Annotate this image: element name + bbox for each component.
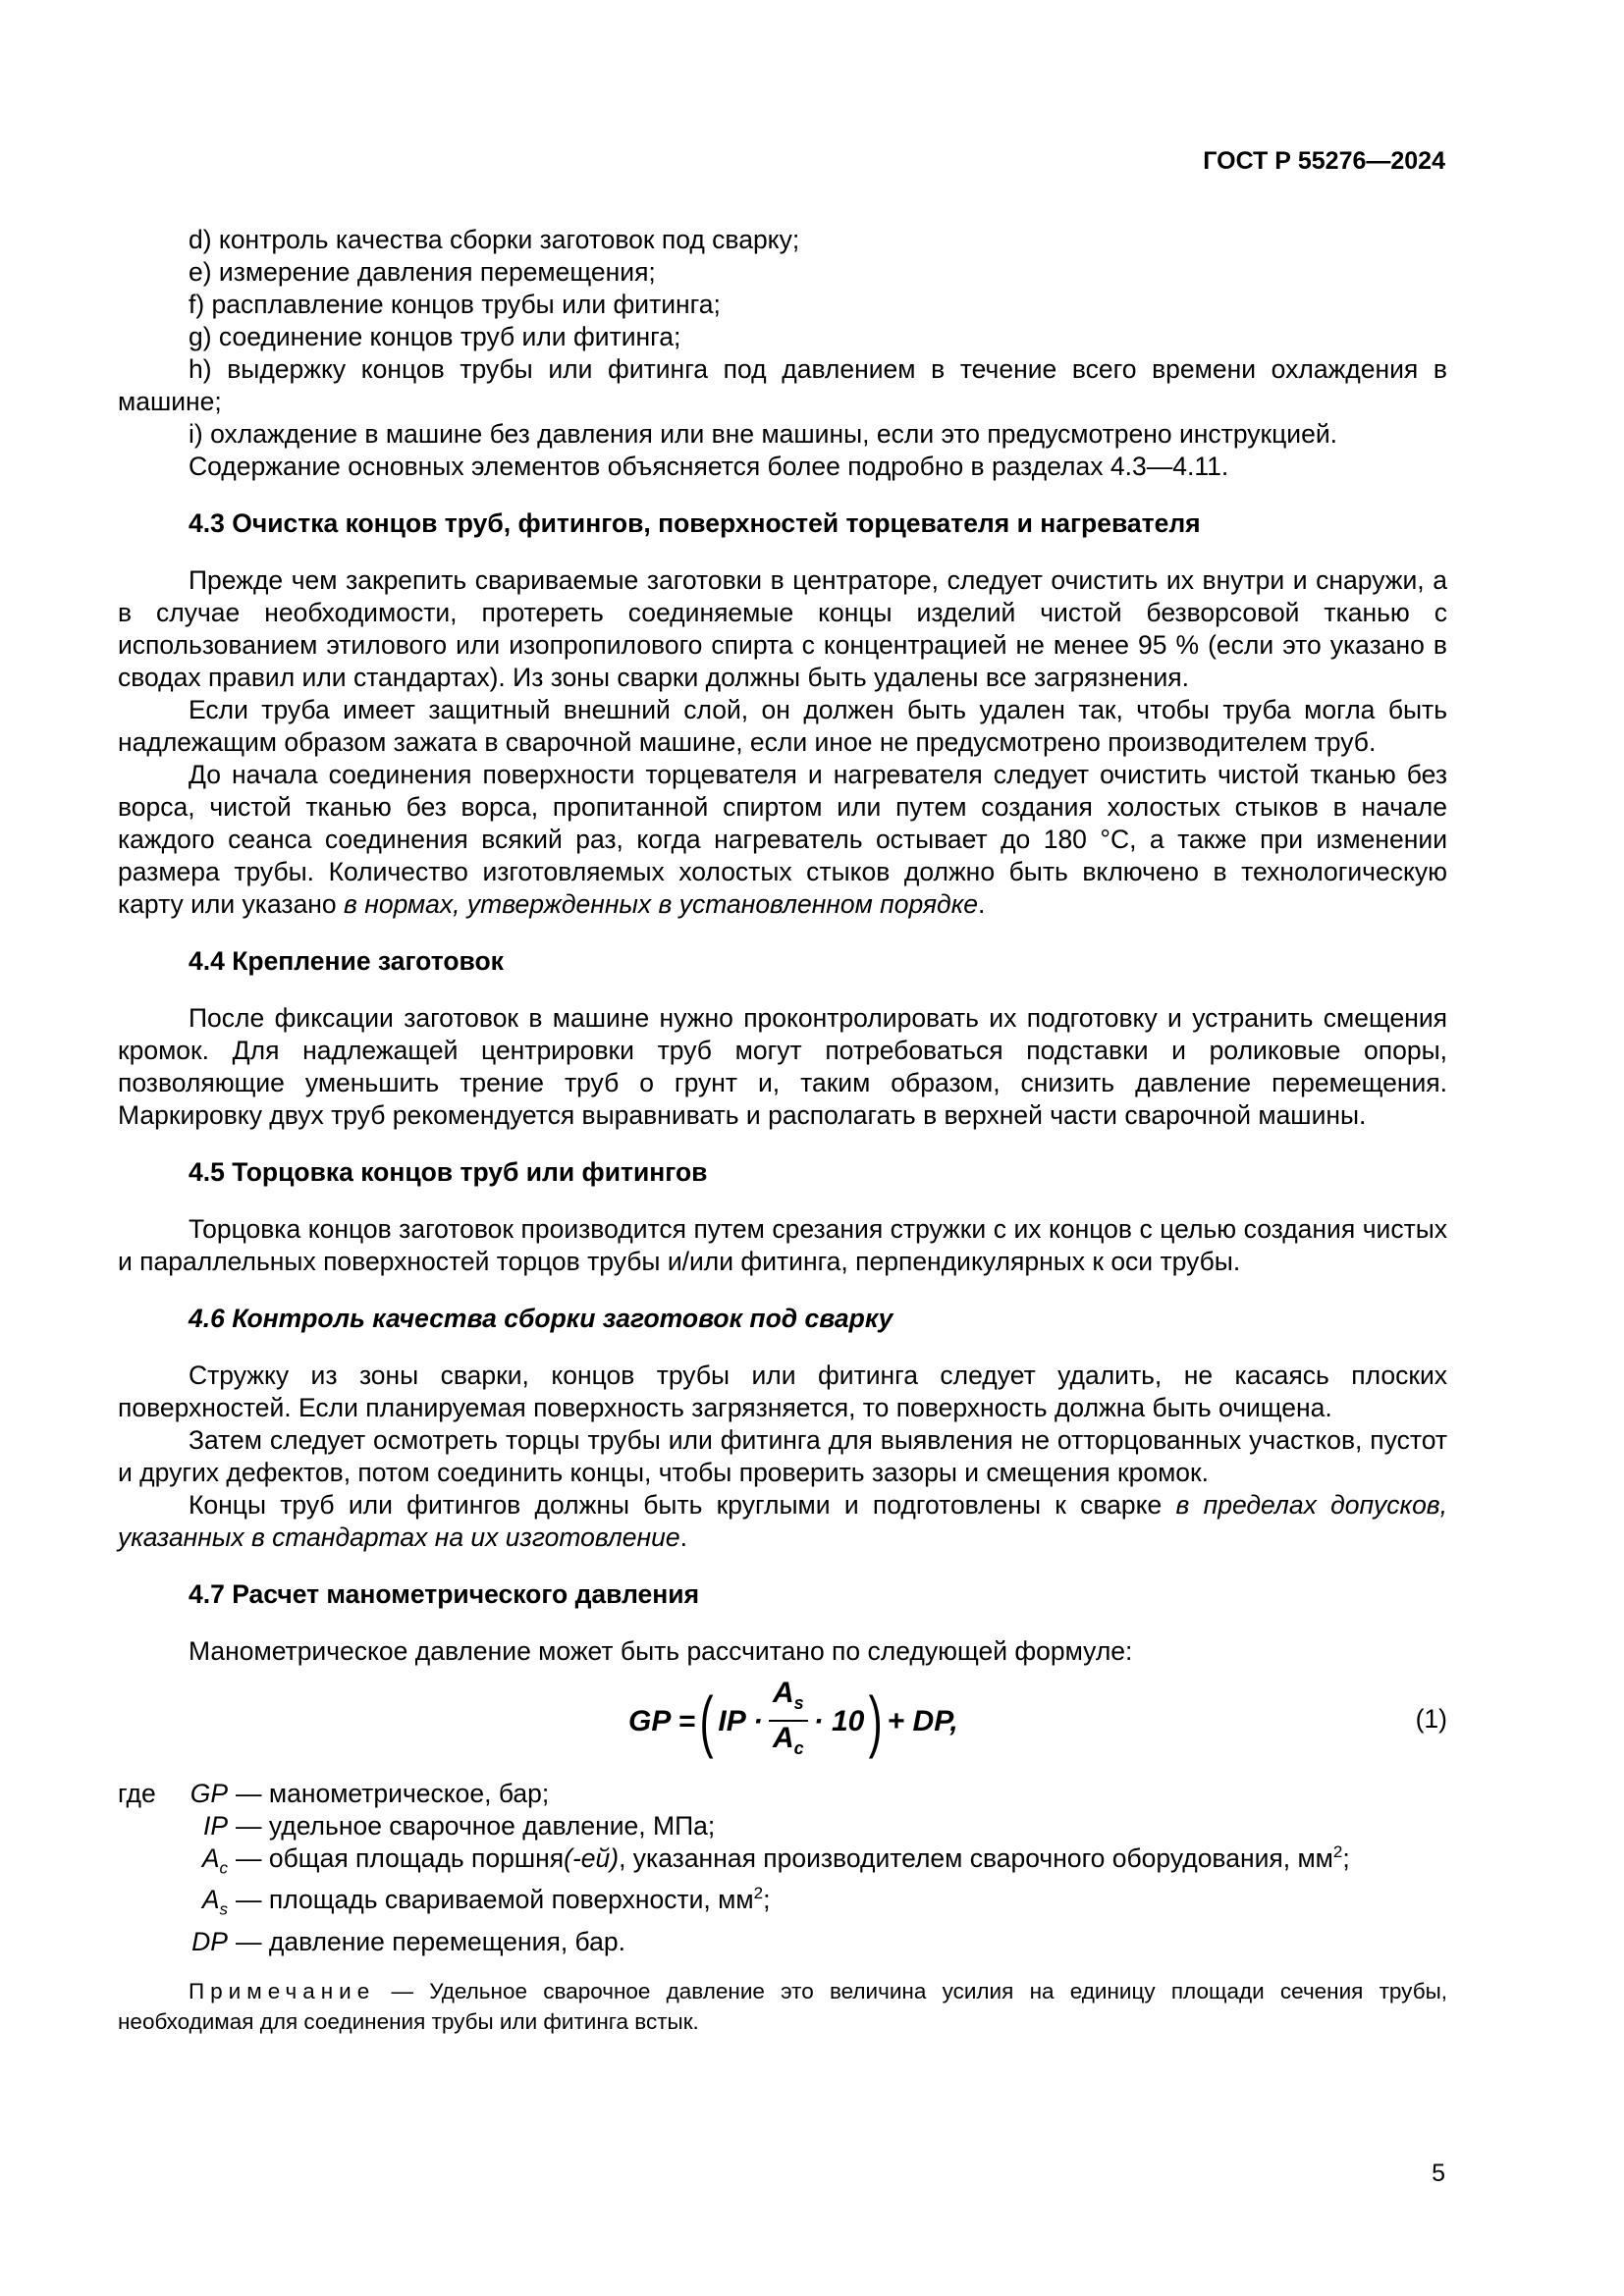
paragraph: Прежде чем закрепить свариваемые заготовки в центраторе, следует очистить их внутри и снаружи, а в случае необходимости, протереть соединяемые концы изделий чистой безворсовой тканью с использованием этилового или изопропилового спирта с концентрацией не менее 95 % (если это указано в сводах правил или стандартах). Из зоны сварки должны быть удалены все загрязнения. xyxy=(118,565,1447,692)
paragraph-italic: в пределах допусков, указанных в стандартах на их изготовление xyxy=(118,1490,1448,1552)
paragraph: Затем следует осмотреть торцы трубы или фитинга для выявления не отторцованных участков, пустот и других дефектов, потом соединить концы, чтобы проверить зазоры и смещения кромок. xyxy=(118,1425,1447,1487)
definition-symbol: IP xyxy=(202,1811,228,1841)
definition-symbol xyxy=(173,1842,236,1884)
definition-text: — манометрическое, бар; xyxy=(236,1779,550,1808)
paragraph: Манометрическое давление может быть рассчитано по следующей формуле: xyxy=(189,1636,1133,1666)
paragraph xyxy=(118,759,1447,921)
section-4-7-heading: 4.7 Расчет манометрического давления xyxy=(189,1579,700,1609)
paragraph xyxy=(118,1489,1447,1554)
symbol-base: A xyxy=(201,1843,220,1873)
definition-row xyxy=(118,1810,1447,1842)
list-item: i) охлаждение в машине без давления или вне машины, если это предусмотрено инструкцией. xyxy=(189,419,1337,449)
section-4-3-heading: 4.3 Очистка концов труб, фитингов, поверхностей торцевателя и нагревателя xyxy=(189,508,1201,538)
formula-tail: + DP, xyxy=(887,1704,958,1737)
definition-row xyxy=(118,1778,1447,1810)
definition-row xyxy=(118,1842,1447,1884)
definition-text: — давление перемещения, бар. xyxy=(236,1926,625,1956)
formula-row xyxy=(118,1674,1447,1768)
definition-symbol: GP xyxy=(189,1779,228,1808)
formula-ip: IP · xyxy=(718,1704,763,1737)
denominator-subscript: c xyxy=(793,1738,804,1758)
paragraph: После фиксации заготовок в машине нужно проконтролировать их подготовку и устранить смещения кромок. Для надлежащей центрировки труб могут потребоваться подставки и роликовые опоры, позволяющие уменьшить трение труб о грунт и, таким образом, снизить давление перемещения. Маркировку двух труб рекомендуется выравнивать и располагать в верхней части сварочной машины. xyxy=(118,1003,1447,1130)
where-label: где xyxy=(118,1779,156,1808)
paragraph-text: Концы труб или фитингов должны быть круглыми и подготовлены к сварке xyxy=(189,1490,1176,1520)
paragraph-end: . xyxy=(977,889,986,919)
paragraph: Если труба имеет защитный внешний слой, он должен быть удален так, чтобы труба могла быть надлежащим образом зажата в сварочной машине, если иное не предусмотрено производителем труб. xyxy=(118,695,1447,757)
list-item: g) соединение концов труб или фитинга; xyxy=(189,322,681,351)
paragraph-italic: в нормах, утвержденных в установленном порядке xyxy=(344,889,978,919)
numerator-symbol: A xyxy=(772,1677,794,1709)
definition-symbol: DP xyxy=(191,1926,228,1956)
symbol-base: A xyxy=(201,1885,220,1915)
formula-lhs: GP = xyxy=(628,1704,696,1737)
fraction-numerator xyxy=(769,1677,808,1722)
note-label: Примечание xyxy=(189,1978,376,2003)
list-item: e) измерение давления перемещения; xyxy=(189,257,656,287)
fraction-denominator xyxy=(769,1722,808,1765)
paragraph: Торцовка концов заготовок производится путем срезания стружки с их концов с целью создания чистых и параллельных поверхностей торцов трубы и/или фитинга, перпендикулярных к оси трубы. xyxy=(118,1214,1447,1276)
definition-symbol xyxy=(173,1884,236,1925)
equation-number: (1) xyxy=(1415,1704,1447,1734)
definition-row xyxy=(118,1884,1447,1925)
note xyxy=(118,1976,1447,2037)
section-4-5-heading: 4.5 Торцовка концов труб или фитингов xyxy=(189,1157,708,1187)
summary-paragraph: Содержание основных элементов объясняется более подробно в разделах 4.3—4.11. xyxy=(189,452,1229,481)
formula-open-paren: ( xyxy=(699,1682,714,1759)
definitions-list xyxy=(118,1778,1447,1958)
note-text: — Удельное сварочное давление это величина усилия на единицу площади сечения трубы, необходимая для соединения трубы или фитинга встык. xyxy=(118,1978,1447,2034)
section-4-4-heading: 4.4 Крепление заготовок xyxy=(189,946,504,976)
page-content xyxy=(118,224,1447,2037)
document-id-header: ГОСТ Р 55276—2024 xyxy=(1203,147,1445,175)
symbol-subscript: s xyxy=(219,1899,228,1919)
list-item: d) контроль качества сборки заготовок под сварку; xyxy=(189,225,800,254)
formula-multiplier: · 10 xyxy=(813,1704,865,1737)
list-item: h) выдержку концов трубы или фитинга под давлением в течение всего времени охлаждения в машине; xyxy=(118,354,1447,416)
paragraph-text: До начала соединения поверхности торцевателя и нагревателя следует очистить чистой тканью без ворса, чистой тканью без ворса, пропитанной спиртом или путем создания холостых стыков в начале каждого сеанса соединения всякий раз, когда нагреватель остывает до 180 °С, а также при изменении размера трубы. Количество изготовляемых холостых стыков должно быть включено в технологическую карту или указано xyxy=(118,760,1447,919)
denominator-symbol: A xyxy=(772,1722,794,1754)
definition-row xyxy=(118,1926,1447,1958)
numerator-subscript: s xyxy=(793,1693,804,1713)
paragraph: Стружку из зоны сварки, концов трубы или фитинга следует удалить, не касаясь плоских поверхностей. Если планируемая поверхность загрязняется, то поверхность должна быть очищена. xyxy=(118,1361,1447,1422)
definition-text: — удельное сварочное давление, МПа; xyxy=(236,1811,716,1841)
symbol-subscript: c xyxy=(219,1858,228,1878)
paragraph-end: . xyxy=(679,1522,687,1552)
section-4-6-heading: 4.6 Контроль качества сборки заготовок под сварку xyxy=(189,1304,893,1333)
formula xyxy=(628,1674,958,1768)
definition-text: — площадь свариваемой поверхности, $мм^2$; xyxy=(236,1884,771,1915)
page-number: 5 xyxy=(1432,2160,1445,2187)
definition-text: — общая площадь поршня(-ей), указанная производителем сварочного оборудования, $мм^2$; xyxy=(236,1842,1350,1873)
list-item: f) расплавление концов трубы или фитинга; xyxy=(189,290,721,319)
formula-close-paren: ) xyxy=(869,1682,884,1759)
formula-fraction xyxy=(769,1677,808,1765)
